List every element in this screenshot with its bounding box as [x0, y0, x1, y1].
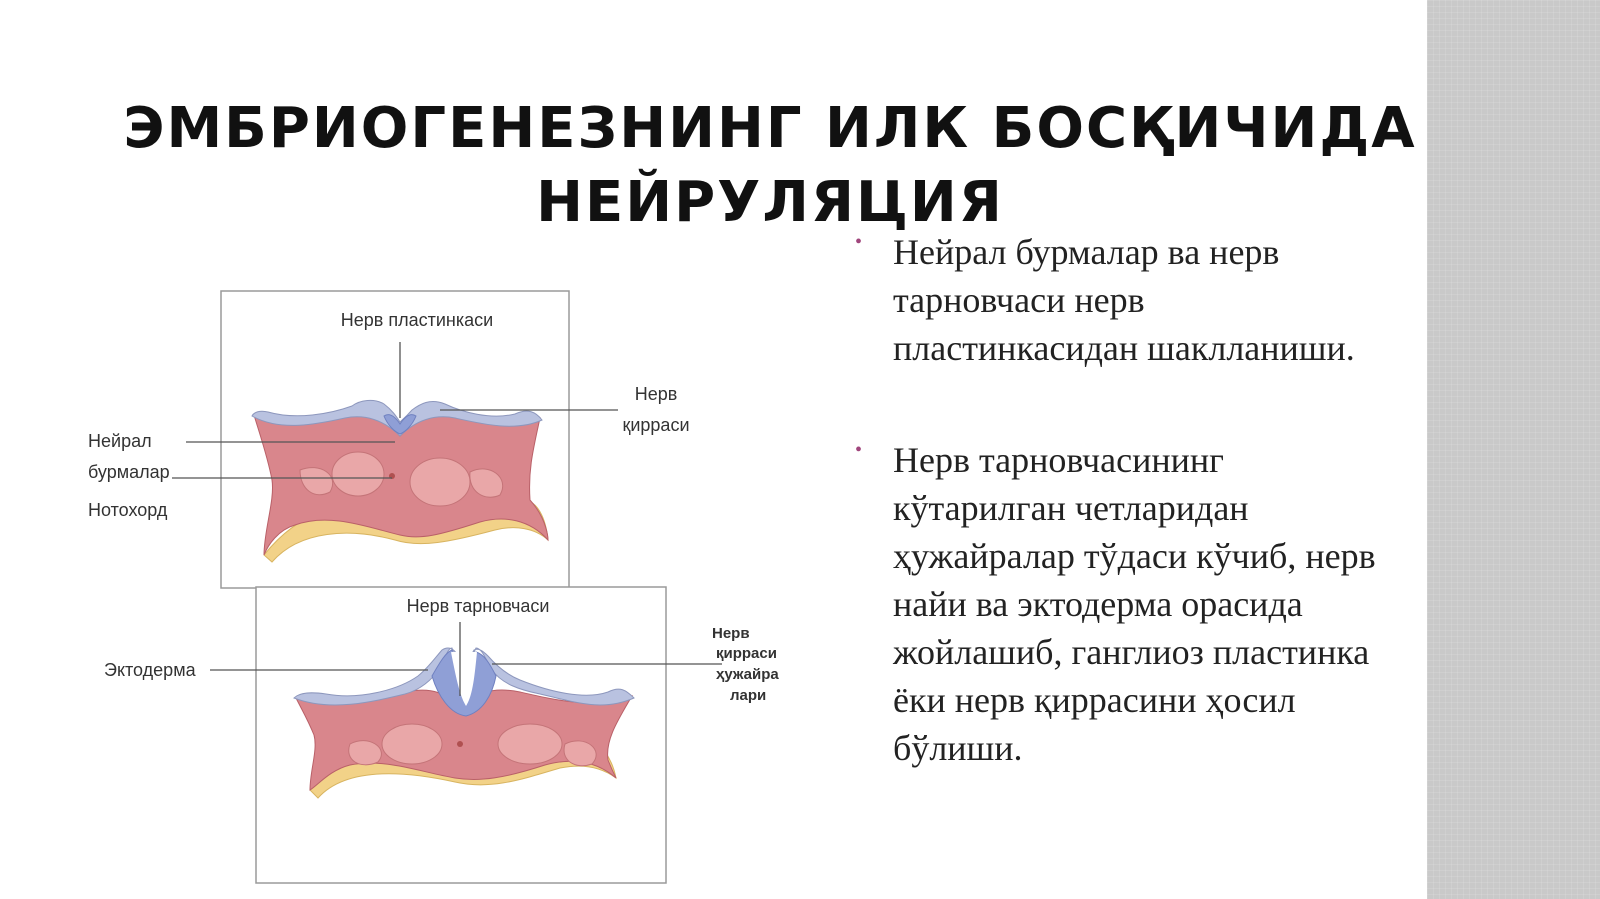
label-crest-cells-line-4: лари — [730, 687, 767, 704]
bullet-item — [855, 436, 1395, 772]
bullet-item — [855, 228, 1395, 372]
bottom-notochord — [457, 741, 463, 747]
label-crest-cells-line-2: қирраси — [716, 645, 777, 662]
label-neural-groove: Нерв тарновчаси — [406, 596, 550, 616]
bullet-text: Нерв тарновчасининг кўтарилган четларидан ҳужайралар тўдаси кўчиб, нерв найи ва эктодерма орасида жойлашиб, ганглиоз пластинка ёки нерв қиррасини ҳосил бўлиши. — [893, 440, 1376, 768]
label-neural-plate: Нерв пластинкаси — [340, 310, 494, 330]
label-neural-crest-line-1: Нерв — [634, 384, 678, 404]
bottom-somite — [498, 724, 562, 764]
bullet-marker: • — [855, 439, 863, 461]
label-crest-cells-line-1: Нерв — [712, 625, 750, 642]
label-crest-cells-line-3: ҳужайра — [716, 666, 779, 683]
bullet-text: Нейрал бурмалар ва нерв тарновчаси нерв пластинкасидан шаклланиши. — [893, 232, 1355, 368]
label-neural-folds-line-2: бурмалар — [88, 462, 170, 482]
bullet-marker: • — [855, 231, 863, 253]
label-neural-crest-line-2: қирраси — [622, 415, 690, 435]
title-line-2: НЕЙРУЛЯЦИЯ — [536, 170, 1004, 235]
title-line-1: ЭМБРИОГЕНЕЗНИНГ ИЛК БОСҚИЧИДА — [123, 96, 1417, 161]
label-notochord: Нотохорд — [88, 500, 168, 520]
top-panel — [88, 291, 690, 588]
bullet-list — [855, 228, 1395, 772]
bottom-somite — [382, 724, 442, 764]
label-neural-folds-line-1: Нейрал — [88, 431, 152, 451]
top-somite — [410, 458, 470, 506]
label-ectoderm: Эктодерма — [104, 660, 196, 680]
top-somite — [332, 452, 384, 496]
bottom-panel — [104, 587, 779, 883]
